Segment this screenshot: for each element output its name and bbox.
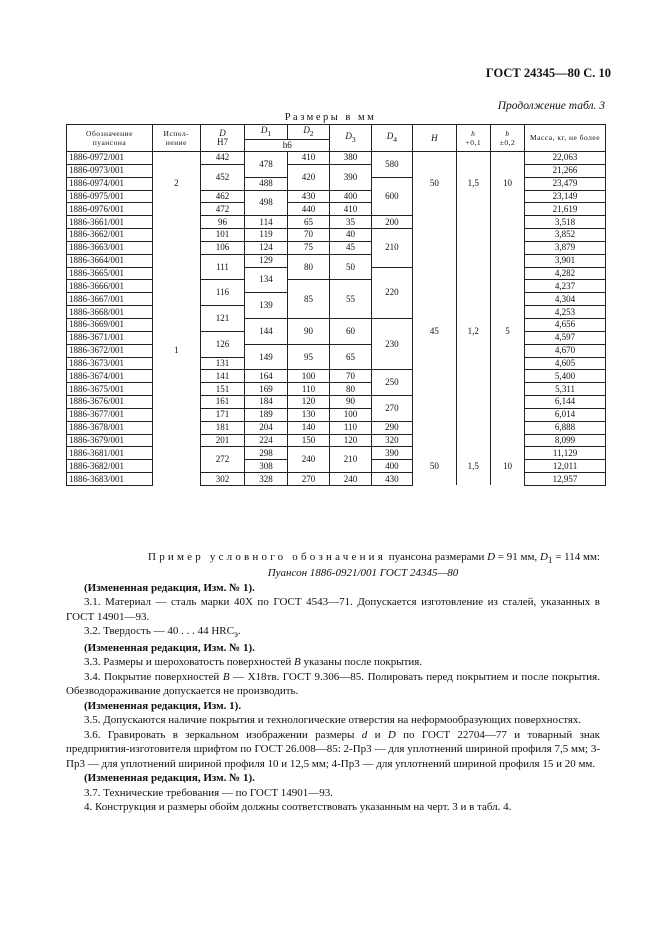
mass-cell: 5,311 bbox=[525, 383, 606, 396]
clause-3-4 bbox=[66, 670, 600, 699]
D4-cell: 290 bbox=[371, 421, 412, 434]
mass-cell: 3,518 bbox=[525, 216, 606, 229]
version-cell: 1 bbox=[153, 216, 201, 486]
b-cell: 5 bbox=[490, 216, 524, 447]
D-cell: 111 bbox=[200, 254, 245, 280]
D1-cell: 119 bbox=[245, 229, 287, 242]
D1-cell: 224 bbox=[245, 434, 287, 447]
D3-cell: 90 bbox=[330, 396, 371, 409]
D-cell: 272 bbox=[200, 447, 245, 473]
D1-cell: 149 bbox=[245, 344, 287, 370]
D2-cell: 130 bbox=[287, 408, 329, 421]
clause-3-2 bbox=[66, 624, 600, 640]
designation-cell: 1886-3672/001 bbox=[67, 344, 153, 357]
designation-cell: 1886-3679/001 bbox=[67, 434, 153, 447]
mass-cell: 23,479 bbox=[525, 177, 606, 190]
D3-cell: 120 bbox=[330, 434, 371, 447]
col-header-version: Испол- нение bbox=[153, 125, 201, 152]
col-header-h-letter: h bbox=[471, 128, 476, 138]
designation-cell: 1886-3676/001 bbox=[67, 396, 153, 409]
designation-cell: 1886-3682/001 bbox=[67, 460, 153, 473]
D-cell: 161 bbox=[200, 396, 245, 409]
col-header-D1-sub: 1 bbox=[267, 129, 272, 139]
dimensions-table bbox=[66, 124, 606, 486]
D3-cell: 60 bbox=[330, 318, 371, 344]
version-cell: 2 bbox=[153, 152, 201, 216]
example-D: D bbox=[487, 551, 496, 563]
clause-3-6-d: d bbox=[361, 728, 368, 741]
D-cell: 106 bbox=[200, 241, 245, 254]
D1-cell: 478 bbox=[245, 152, 287, 178]
D3-cell: 400 bbox=[330, 190, 371, 203]
designation-cell: 1886-3673/001 bbox=[67, 357, 153, 370]
D-cell: 101 bbox=[200, 229, 245, 242]
col-header-D3 bbox=[330, 125, 371, 152]
D3-cell: 110 bbox=[330, 421, 371, 434]
D2-cell: 95 bbox=[287, 344, 329, 370]
mass-cell: 4,670 bbox=[525, 344, 606, 357]
clause-3-4-b: — Х18тв. ГОСТ 9.306—85. Полировать перед покрытием и после покрытия. Обезводораживание допускается не производить. bbox=[66, 670, 600, 698]
mass-cell: 4,656 bbox=[525, 318, 606, 331]
D2-cell: 65 bbox=[287, 216, 329, 229]
D3-cell: 80 bbox=[330, 383, 371, 396]
col-header-b-tolerance: ±0,2 bbox=[499, 138, 516, 147]
clause-4: 4. Конструкция и размеры обойм должны соответствовать указанным на черт. 3 и в табл. 4. bbox=[84, 801, 512, 814]
D2-cell: 270 bbox=[287, 473, 329, 486]
D2-cell: 90 bbox=[287, 318, 329, 344]
D2-cell: 240 bbox=[287, 447, 329, 473]
D1-cell: 184 bbox=[245, 396, 287, 409]
D1-cell: 189 bbox=[245, 408, 287, 421]
edit-note: (Измененная редакция, Изм. № 1). bbox=[84, 772, 255, 785]
D3-cell: 390 bbox=[330, 164, 371, 190]
example-eq2: = 114 мм: bbox=[552, 551, 600, 563]
mass-cell: 21,266 bbox=[525, 164, 606, 177]
D-cell: 442 bbox=[200, 152, 245, 165]
mass-cell: 22,063 bbox=[525, 152, 606, 165]
col-header-D3-letter: D bbox=[345, 131, 352, 142]
designation-cell: 1886-3662/001 bbox=[67, 229, 153, 242]
D4-cell: 320 bbox=[371, 434, 412, 447]
page-header: ГОСТ 24345—80 С. 10 bbox=[485, 66, 611, 80]
H-cell: 50 bbox=[413, 447, 457, 486]
col-header-designation: Обозначение пуансона bbox=[67, 125, 153, 152]
clause-3-1: 3.1. Материал — сталь марки 40Х по ГОСТ 4543—71. Допускается изготовление из сталей, указанных в ГОСТ 14901—93. bbox=[66, 596, 600, 623]
D4-cell: 400 bbox=[371, 460, 412, 473]
D2-cell: 70 bbox=[287, 229, 329, 242]
D3-cell: 410 bbox=[330, 203, 371, 216]
mass-cell: 6,888 bbox=[525, 421, 606, 434]
example-rest: пуансона размерами bbox=[388, 551, 485, 563]
edit-note: (Измененная редакция, Изм. 1). bbox=[84, 699, 242, 712]
D-cell: 151 bbox=[200, 383, 245, 396]
col-header-D4 bbox=[371, 125, 412, 152]
designation-cell: 1886-3663/001 bbox=[67, 241, 153, 254]
col-header-b-letter: b bbox=[505, 128, 510, 138]
D4-cell: 230 bbox=[371, 318, 412, 369]
mass-cell: 4,605 bbox=[525, 357, 606, 370]
D1-cell: 488 bbox=[245, 177, 287, 190]
col-header-D4-letter: D bbox=[386, 131, 394, 142]
clause-3-3-b: указаны после покрытия. bbox=[300, 656, 423, 669]
mass-cell: 4,304 bbox=[525, 293, 606, 306]
D-cell: 181 bbox=[200, 421, 245, 434]
D4-cell: 600 bbox=[371, 177, 412, 216]
clause-3-6-c: по ГОСТ 22704—77 и товарный знак предприятия-изготовителя шрифтом по ГОСТ 26.008—85: 2-Пр3 — для уплотнений шириной профиля 7,5 мм; 3-Пр3 — для уплотнений шириной профиля 10 и 12,5 мм; 4-Пр3 — для уплотнений шириной профиля 15 и 20 мм. bbox=[66, 728, 601, 770]
col-header-h6: h6 bbox=[245, 140, 330, 152]
mass-cell: 8,099 bbox=[525, 434, 606, 447]
D-cell: 171 bbox=[200, 408, 245, 421]
col-header-D2-letter: D bbox=[303, 125, 310, 136]
col-header-D1-letter: D bbox=[260, 125, 268, 136]
example-D1: D bbox=[539, 551, 548, 563]
D3-cell: 100 bbox=[330, 408, 371, 421]
D3-cell: 70 bbox=[330, 370, 371, 383]
D4-cell: 200 bbox=[371, 216, 412, 229]
D-cell: 302 bbox=[200, 473, 245, 486]
sizes-caption: Размеры в мм bbox=[284, 112, 377, 123]
designation-cell: 1886-3667/001 bbox=[67, 293, 153, 306]
D1-cell: 134 bbox=[245, 267, 287, 293]
edit-note: (Измененная редакция, Изм. № 1). bbox=[84, 641, 255, 654]
D1-cell: 124 bbox=[245, 241, 287, 254]
mass-cell: 4,597 bbox=[525, 331, 606, 344]
designation-cell: 1886-3683/001 bbox=[67, 473, 153, 486]
D-cell: 201 bbox=[200, 434, 245, 447]
example-heading: Пример условного обозначения bbox=[148, 551, 387, 563]
col-header-D-letter: D bbox=[219, 128, 226, 138]
D-cell: 116 bbox=[200, 280, 245, 306]
designation-cell: 1886-3664/001 bbox=[67, 254, 153, 267]
col-header-H bbox=[413, 125, 457, 152]
mass-cell: 21,619 bbox=[525, 203, 606, 216]
designation-cell: 1886-3674/001 bbox=[67, 370, 153, 383]
D2-cell: 440 bbox=[287, 203, 329, 216]
designation-cell: 1886-3669/001 bbox=[67, 318, 153, 331]
mass-cell: 23,149 bbox=[525, 190, 606, 203]
designation-cell: 1886-0975/001 bbox=[67, 190, 153, 203]
mass-cell: 3,901 bbox=[525, 254, 606, 267]
h-cell: 1,5 bbox=[456, 152, 490, 216]
col-header-D1 bbox=[245, 125, 287, 140]
D1-cell: 144 bbox=[245, 318, 287, 344]
D4-cell: 220 bbox=[371, 267, 412, 318]
clause-3-2-end: . bbox=[237, 625, 241, 638]
designation-cell: 1886-3675/001 bbox=[67, 383, 153, 396]
mass-cell: 6,014 bbox=[525, 408, 606, 421]
D-cell: 472 bbox=[200, 203, 245, 216]
D1-cell: 498 bbox=[245, 190, 287, 216]
clause-3-2-sub: э bbox=[233, 629, 238, 640]
clause-3-7: 3.7. Технические требования — по ГОСТ 14901—93. bbox=[84, 786, 334, 799]
designation-cell: 1886-3661/001 bbox=[67, 216, 153, 229]
edit-note: (Измененная редакция, Изм. № 1). bbox=[84, 581, 255, 594]
D4-cell: 430 bbox=[371, 473, 412, 486]
D-cell: 126 bbox=[200, 331, 245, 357]
designation-cell: 1886-0973/001 bbox=[67, 164, 153, 177]
D1-cell: 114 bbox=[245, 216, 287, 229]
D4-cell: 270 bbox=[371, 396, 412, 422]
col-header-mass: Масса, кг, не более bbox=[525, 125, 606, 152]
D3-cell: 55 bbox=[330, 280, 371, 319]
D2-cell: 75 bbox=[287, 241, 329, 254]
D-cell: 141 bbox=[200, 370, 245, 383]
D-cell: 96 bbox=[200, 216, 245, 229]
D2-cell: 100 bbox=[287, 370, 329, 383]
mass-cell: 5,400 bbox=[525, 370, 606, 383]
D-cell: 452 bbox=[200, 164, 245, 190]
D3-cell: 210 bbox=[330, 447, 371, 473]
designation-cell: 1886-0976/001 bbox=[67, 203, 153, 216]
b-cell: 10 bbox=[490, 152, 524, 216]
text-body bbox=[66, 550, 600, 815]
mass-cell: 3,879 bbox=[525, 241, 606, 254]
col-header-D4-sub: 4 bbox=[393, 135, 398, 145]
D3-cell: 40 bbox=[330, 229, 371, 242]
D4-cell: 210 bbox=[371, 229, 412, 268]
clause-3-4-B: В bbox=[222, 670, 230, 683]
D-cell: 462 bbox=[200, 190, 245, 203]
D4-cell: 580 bbox=[371, 152, 412, 178]
clause-3-6-D: D bbox=[387, 728, 396, 741]
designation-cell: 1886-3681/001 bbox=[67, 447, 153, 460]
clause-3-5: 3.5. Допускаются наличие покрытия и технологические отверстия на неформообразующих поверхностях. bbox=[84, 714, 582, 727]
mass-cell: 12,011 bbox=[525, 460, 606, 473]
col-header-h bbox=[456, 125, 490, 152]
col-header-D2 bbox=[287, 125, 329, 140]
D4-cell: 250 bbox=[371, 370, 412, 396]
clause-3-4-a: 3.4. Покрытие поверхностей bbox=[84, 670, 223, 683]
col-header-h-tolerance: +0,1 bbox=[465, 138, 482, 147]
D2-cell: 420 bbox=[287, 164, 329, 190]
D1-cell: 204 bbox=[245, 421, 287, 434]
D3-cell: 380 bbox=[330, 152, 371, 165]
mass-cell: 4,282 bbox=[525, 267, 606, 280]
D4-cell: 390 bbox=[371, 447, 412, 460]
D3-cell: 50 bbox=[330, 254, 371, 280]
D3-cell: 45 bbox=[330, 241, 371, 254]
example-line bbox=[66, 550, 600, 566]
table-continuation-label: Продолжение табл. 3 bbox=[497, 100, 605, 112]
D2-cell: 120 bbox=[287, 396, 329, 409]
col-header-H-letter: H bbox=[431, 132, 438, 143]
mass-cell: 4,253 bbox=[525, 306, 606, 319]
H-cell: 50 bbox=[413, 152, 457, 216]
D3-cell: 65 bbox=[330, 344, 371, 370]
col-header-D-tolerance: Н7 bbox=[216, 137, 228, 147]
clause-3-3 bbox=[66, 655, 600, 670]
D2-cell: 110 bbox=[287, 383, 329, 396]
clause-3-6-a: 3.6. Гравировать в зеркальном изображении размеры bbox=[84, 728, 362, 741]
col-header-b bbox=[490, 125, 524, 152]
clause-3-3-a: 3.3. Размеры и шероховатость поверхностей bbox=[84, 656, 295, 669]
clause-3-3-B: В bbox=[294, 656, 301, 669]
D-cell: 131 bbox=[200, 357, 245, 370]
example-D1-sub: 1 bbox=[547, 555, 553, 566]
D2-cell: 410 bbox=[287, 152, 329, 165]
mass-cell: 12,957 bbox=[525, 473, 606, 486]
designation-cell: 1886-3677/001 bbox=[67, 408, 153, 421]
mass-cell: 6,144 bbox=[525, 396, 606, 409]
D2-cell: 150 bbox=[287, 434, 329, 447]
clause-3-2-text: 3.2. Твердость — 40 . . . 44 HRC bbox=[84, 625, 234, 638]
designation-cell: 1886-0974/001 bbox=[67, 177, 153, 190]
mass-cell: 4,237 bbox=[525, 280, 606, 293]
D1-cell: 129 bbox=[245, 254, 287, 267]
example-eq1: = 91 мм, bbox=[495, 551, 540, 563]
D1-cell: 139 bbox=[245, 293, 287, 319]
col-header-D2-sub: 2 bbox=[309, 129, 314, 139]
D3-cell: 35 bbox=[330, 216, 371, 229]
designation-cell: 1886-3678/001 bbox=[67, 421, 153, 434]
b-cell: 10 bbox=[490, 447, 524, 486]
designation-cell: 1886-3666/001 bbox=[67, 280, 153, 293]
designation-example: Пуансон 1886-0921/001 ГОСТ 24345—80 bbox=[267, 567, 459, 580]
D1-cell: 164 bbox=[245, 370, 287, 383]
D2-cell: 140 bbox=[287, 421, 329, 434]
D1-cell: 169 bbox=[245, 383, 287, 396]
designation-cell: 1886-3668/001 bbox=[67, 306, 153, 319]
col-header-D3-sub: 3 bbox=[351, 135, 356, 145]
D2-cell: 85 bbox=[287, 280, 329, 319]
designation-cell: 1886-3665/001 bbox=[67, 267, 153, 280]
D-cell: 121 bbox=[200, 306, 245, 332]
D2-cell: 80 bbox=[287, 254, 329, 280]
col-header-D bbox=[200, 125, 245, 152]
mass-cell: 11,129 bbox=[525, 447, 606, 460]
D1-cell: 328 bbox=[245, 473, 287, 486]
h-cell: 1,5 bbox=[456, 447, 490, 486]
D1-cell: 308 bbox=[245, 460, 287, 473]
D3-cell: 240 bbox=[330, 473, 371, 486]
D1-cell: 298 bbox=[245, 447, 287, 460]
clause-3-6-b: и bbox=[367, 728, 388, 741]
H-cell: 45 bbox=[413, 216, 457, 447]
mass-cell: 3,852 bbox=[525, 229, 606, 242]
designation-cell: 1886-0972/001 bbox=[67, 152, 153, 165]
designation-cell: 1886-3671/001 bbox=[67, 331, 153, 344]
h-cell: 1,2 bbox=[456, 216, 490, 447]
clause-3-6 bbox=[66, 728, 600, 772]
D2-cell: 430 bbox=[287, 190, 329, 203]
